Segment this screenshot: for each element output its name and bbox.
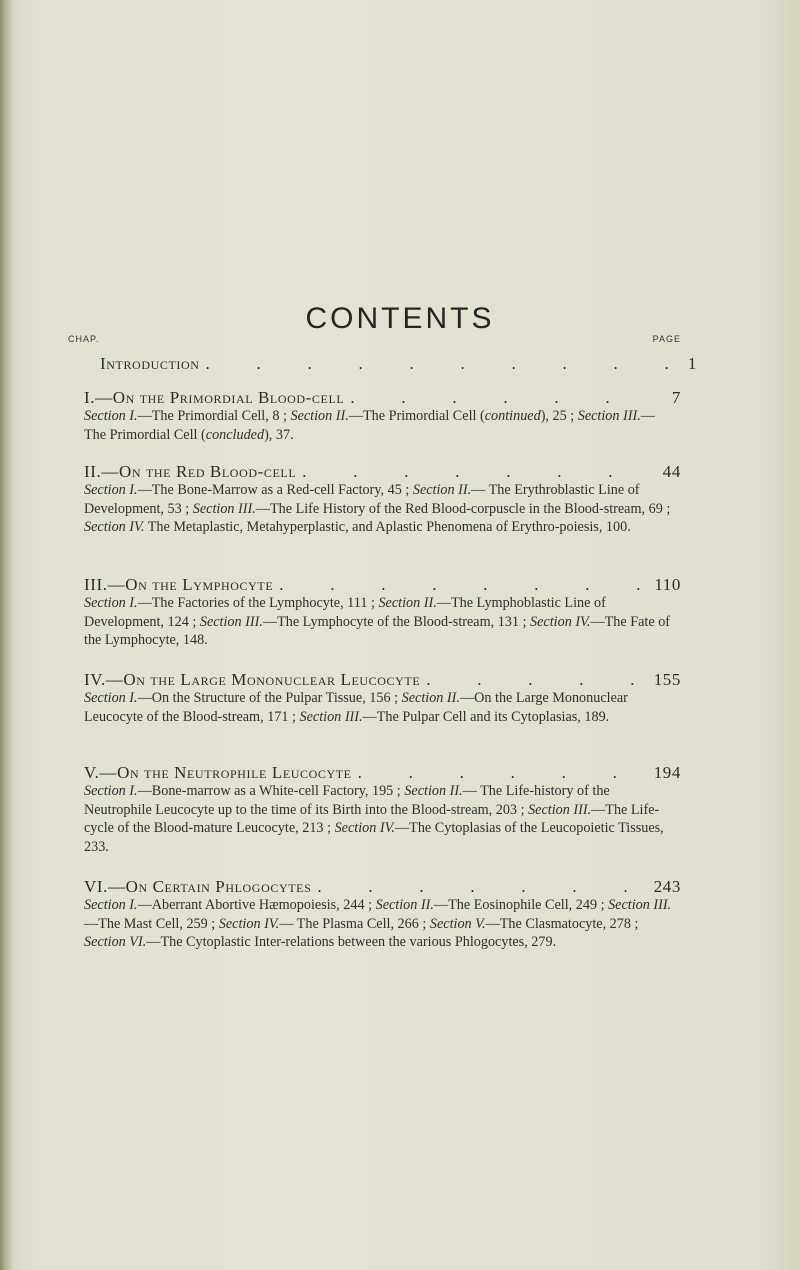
chapter-title: —On the Neutrophile Leucocyte [99,763,352,782]
page-title: CONTENTS [305,302,495,335]
chapter-sections [84,407,676,444]
chapter-number: VI. [84,877,108,896]
chapter-page-number: 194 [653,763,681,782]
section-text: —The Factories of the Lymphocyte, 111 ; [137,595,379,611]
section-text: —The Eosinophile Cell, 249 ; [433,897,609,913]
section-label: Section I. [84,897,138,913]
chapter-number: III. [84,575,108,594]
chapter-title: —On the Lymphocyte [107,575,274,594]
section-text: —The Primordial Cell, 8 ; [137,408,291,424]
section-label: Section II. [404,783,463,799]
chapter-title: —On the Large Mononuclear Leucocyte [105,670,421,689]
section-text: — The Plasma Cell, 266 ; [279,915,430,932]
section-text: —Aberrant Abortive Hæmopoiesis, 244 ; [137,897,376,913]
dot-leader [358,763,648,783]
section-label: Section III. [577,408,641,424]
dot-leader [317,877,647,897]
chapter-page-number: 44 [662,462,681,481]
section-text: —On the Structure of the Pulpar Tissue, 156 ; [137,690,402,706]
page-binding-edge [0,0,14,1270]
italic-note: continued [484,408,541,424]
section-label: Section II. [401,690,460,706]
section-text: —The Pulpar Cell and its Cytoplasias, 189. [362,708,610,725]
section-text: —The Bone-Marrow as a Red-cell Factory, 45 ; [137,482,413,498]
toc-chapter-row [84,462,681,482]
section-text: —The Mast Cell, 259 ; [84,915,219,932]
section-label: Section I. [84,482,138,498]
chapter-number: I. [84,388,96,407]
section-label: Section VI. [84,934,147,951]
toc-chapter-row [84,670,681,690]
section-label: Section III. [199,613,263,630]
page-column-header: PAGE [652,334,681,344]
section-label: Section III. [528,801,592,818]
chap-column-header: CHAP. [68,334,100,344]
section-text: —The Cytoplastic Inter-relations between the various Phlogocytes, 279. [146,934,557,951]
section-label: Section I. [84,408,138,424]
section-label: Section III. [608,897,672,913]
section-text: —The Life History of the Red Blood-corpuscle in the Blood-stream, 69 ; [255,500,671,517]
section-text: ), 37. [264,426,294,443]
entry-page-number: 1 [687,354,697,373]
section-text: — The Life-history of the Neutrophile Leucocyte up to the time of its Birth into the Blood-stream, 203 ; [84,783,610,818]
chapter-title: —On Certain Phlogocytes [108,877,312,896]
dot-leader [279,575,648,595]
section-text: —The Primordial Cell ( [84,408,655,443]
toc-chapter-row [84,388,681,408]
section-label: Section IV. [334,820,395,837]
chapter-page-number: 7 [671,388,681,407]
section-text: —The Fate of the Lymphocyte, 148. [84,613,671,649]
italic-note: concluded [205,426,265,443]
section-label: Section V. [429,915,486,932]
dot-leader [302,462,653,482]
chapter-title: —On the Red Blood-cell [101,462,297,481]
dot-leader [426,670,647,690]
chapter-page-number: 243 [653,877,681,896]
section-label: Section II. [290,408,349,424]
section-label: Section IV. [84,519,145,536]
chapter-sections [84,896,676,952]
section-text: — The Erythroblastic Line of Development, 53 ; [84,482,640,517]
chapter-page-number: 155 [653,670,681,689]
section-text: —The Life-cycle of the Blood-mature Leucocyte, 213 ; [84,801,660,837]
dot-leader [350,388,653,408]
section-label: Section IV. [530,613,591,630]
section-label: Section III. [299,708,363,725]
toc-entry-introduction [100,354,697,374]
entry-label: Introduction [100,354,200,373]
section-text: —The Lymphocyte of the Blood-stream, 131 ; [262,613,531,630]
section-text: The Metaplastic, Metahyperplastic, and Aplastic Phenomena of Erythro-poiesis, 100. [144,519,631,536]
section-label: Section IV. [218,915,280,932]
chapter-title: —On the Primordial Blood-cell [95,388,345,407]
section-text: —The Cytoplasias of the Leucopoietic Tissues, 233. [84,820,664,855]
toc-chapter-row [84,575,681,595]
section-text: —The Clasmatocyte, 278 ; [485,915,639,932]
section-label: Section I. [84,690,138,706]
section-text: ), 25 ; [540,408,578,424]
section-label: Section II. [412,482,472,498]
section-text: —The Lymphoblastic Line of Development, 124 ; [84,595,606,630]
chapter-page-number: 110 [654,575,681,594]
section-label: Section II. [378,595,437,611]
toc-chapter-row [84,877,681,897]
toc-chapter-row [84,763,681,783]
chapter-number: IV. [84,670,106,689]
section-label: Section II. [375,897,434,913]
section-label: Section III. [192,500,256,517]
section-label: Section I. [84,783,138,799]
chapter-sections [84,594,676,650]
chapter-sections [84,782,676,856]
chapter-sections [84,481,676,537]
section-text: —The Primordial Cell ( [348,408,485,424]
dot-leader [206,354,669,374]
section-label: Section I. [84,595,138,611]
section-text: —On the Large Mononuclear Leucocyte of the Blood-stream, 171 ; [84,690,628,725]
section-text: —Bone-marrow as a White-cell Factory, 195 ; [137,783,405,799]
chapter-sections [84,689,676,726]
chapter-number: II. [84,462,102,481]
chapter-number: V. [84,763,100,782]
